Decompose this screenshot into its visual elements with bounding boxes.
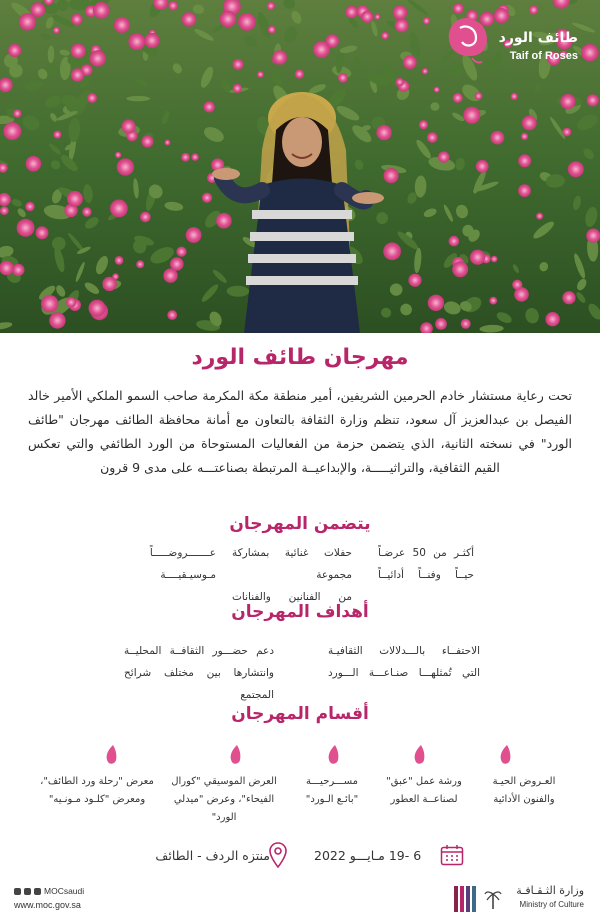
includes-item <box>232 542 352 608</box>
rose-flower <box>453 3 464 14</box>
event-info <box>0 840 600 872</box>
division-item-line1: مســـرحيـــة <box>306 776 358 787</box>
location-text: منتزه الردف - الطائف <box>155 848 270 863</box>
rose-flower <box>67 191 83 207</box>
includes-item-line1: حفلات غنائية بمشاركة مجموعة <box>232 547 352 581</box>
rose-flower <box>470 250 485 265</box>
rose-flower <box>168 1 178 11</box>
rose-flower <box>568 161 584 177</box>
ministry-arabic: وزارة الثـقـافـة <box>516 884 584 897</box>
rose-flower <box>560 94 575 109</box>
website-link[interactable]: www.moc.gov.sa <box>14 900 81 910</box>
rose-flower <box>476 160 489 173</box>
rose-flower <box>257 71 264 78</box>
goals-item <box>124 640 274 706</box>
rose-flower <box>115 152 121 158</box>
rose-flower <box>41 295 58 312</box>
ministry-english: Ministry of Culture <box>519 900 584 909</box>
rose-flower <box>489 297 497 305</box>
rose-flower <box>110 200 128 218</box>
division-item <box>288 773 376 809</box>
rose-flower <box>518 184 531 197</box>
rose-flower <box>587 94 599 106</box>
rose-flower <box>361 11 373 23</box>
rose-flower <box>512 280 522 290</box>
rose-flower <box>345 6 357 18</box>
rose-flower <box>522 116 537 131</box>
includes-item-line1: أكثـر من 50 عرضـاً <box>378 547 474 559</box>
rose-flower <box>475 92 483 100</box>
rose-flower <box>491 131 505 145</box>
rose-flower <box>461 319 471 329</box>
includes-item <box>378 542 474 586</box>
rose-flower <box>163 268 177 282</box>
goals-heading: أهداف المهرجان <box>231 602 369 622</box>
goals-item-line1: الاحتفــاء بالـــدلالات الثقافيـة <box>328 645 480 657</box>
rose-flower <box>562 291 575 304</box>
division-item-line2: والفنون الأدائية <box>493 794 555 805</box>
rose-flower <box>220 11 237 28</box>
rose-flower <box>8 44 21 57</box>
includes-item-line1: عـــــــروضـــــاً <box>149 547 216 559</box>
rose-flower <box>375 14 381 20</box>
taif-of-roses-logo <box>444 14 584 74</box>
rose-flower <box>71 68 84 81</box>
petal-icon <box>326 744 340 766</box>
rose-flower <box>0 206 9 215</box>
rose-flower <box>144 33 159 48</box>
rose-flower <box>463 107 480 124</box>
rose-flower <box>216 213 232 229</box>
youtube-icon[interactable] <box>34 888 41 895</box>
includes-item-line2: من الفنانين والفنانات <box>232 591 352 603</box>
rose-flower <box>452 261 468 277</box>
rose-flower <box>167 310 177 320</box>
rose-flower <box>521 133 528 140</box>
rose-logo-icon <box>442 14 492 64</box>
rose-flower <box>202 193 212 203</box>
rose-flower <box>102 277 116 291</box>
division-item <box>476 773 572 809</box>
rose-flower <box>586 229 600 243</box>
logo-english-text: Taif of Roses <box>509 50 578 62</box>
rose-flower <box>453 93 463 103</box>
rose-flower <box>313 41 330 58</box>
instagram-icon[interactable] <box>24 888 31 895</box>
rose-flower <box>191 153 199 161</box>
rose-flower <box>435 318 447 330</box>
petal-icon <box>412 744 426 766</box>
rose-flower <box>422 68 428 74</box>
division-item-line2: الفيحاء"، وعرض "ميدلي الورد" <box>173 794 275 823</box>
includes-heading: يتضمن المهرجان <box>229 514 371 534</box>
petal-icon <box>498 744 512 766</box>
rose-flower <box>181 153 190 162</box>
rose-flower <box>233 84 242 93</box>
page-title: مهرجان طائف الورد <box>191 345 409 370</box>
rose-flower <box>164 140 170 146</box>
goals-item-line1: دعم حضـــور الثقافــة المحليــة <box>124 645 274 657</box>
rose-flower <box>491 256 498 263</box>
division-item-line2: ومعرض "كلـود مـونـيه" <box>48 794 146 805</box>
rose-flower <box>71 43 86 58</box>
rose-flower <box>272 50 287 65</box>
rose-flower <box>87 93 97 103</box>
rose-flower <box>518 154 531 167</box>
date-text: 6 -19 مـايـــو 2022 <box>314 848 422 863</box>
rose-flower <box>17 219 35 237</box>
calendar-icon <box>440 844 464 866</box>
goals-row <box>0 640 600 701</box>
goals-item-line2: وانتشارها بين مختلف شرائح المجتمع <box>124 667 274 701</box>
rose-flower <box>3 122 21 140</box>
rose-flower <box>13 109 21 117</box>
includes-item-line2: مـوسيـقيــــة <box>160 569 216 581</box>
division-item-line1: معرض "رحلة ورد الطائف"، <box>40 776 154 787</box>
rose-flower <box>381 32 389 40</box>
rose-flower <box>511 93 518 100</box>
intro-paragraph: تحت رعاية مستشار خادم الحرمين الشريفين، أمير منطقة مكة المكرمة صاحب السمو الملكي الأمير خالد الفيصل بن عبدالعزيز آل سعود، تنظم وزارة الثقافة بالتعاون مع أمانة محافظة الطائف مهرجان "طائف الورد" في نسخته الثانية، الذي يتضمن حزمة من الفعاليات المستوحاة من الورد الطائفي والتي تعكس القيم الثقافية، والتراثيـــــة، والإبداعيــة المرتبطة بصناعتـــه على مدى 9 قرون <box>28 388 572 475</box>
rose-flower <box>128 33 145 50</box>
moc-stripes-icon <box>454 886 478 912</box>
division-item-line1: العرض الموسيقي "كورال <box>171 776 277 787</box>
rose-flower <box>142 136 154 148</box>
goals-item-line2: التي تُمثلهـــا صنـاعـــة الـــورد <box>328 667 480 679</box>
rose-flower <box>238 13 256 31</box>
division-item-line1: ورشة عمل "عبق" <box>386 776 462 787</box>
division-item <box>34 773 160 809</box>
rose-flower <box>268 26 276 34</box>
rose-flower <box>408 274 421 287</box>
includes-item-line2: حيــاً وفنــاً أدائيــاً <box>378 569 474 581</box>
rose-flower <box>384 168 399 183</box>
division-item-line2: لصناعــة العطور <box>390 794 458 805</box>
rose-flower <box>434 87 440 93</box>
rose-flower <box>122 119 136 133</box>
rose-flower <box>427 132 438 143</box>
rose-flower <box>66 297 76 307</box>
rose-flower <box>136 260 144 268</box>
rose-flower <box>423 17 430 24</box>
divisions-heading: أقسام المهرجان <box>231 704 369 724</box>
rose-flower <box>186 227 202 243</box>
rose-flower <box>395 18 409 32</box>
rose-flower <box>117 158 134 175</box>
location-pin-icon <box>268 842 288 868</box>
rose-flower <box>19 13 36 30</box>
rose-flower <box>338 73 348 83</box>
rose-flower <box>376 125 391 140</box>
rose-flower <box>396 78 404 86</box>
rose-flower <box>176 247 186 257</box>
rose-flower <box>53 27 60 34</box>
rose-flower <box>93 2 110 19</box>
palm-emblem-icon <box>484 888 502 910</box>
division-item-line1: العـروض الحيـة <box>492 776 556 787</box>
rose-flower <box>563 128 572 137</box>
rose-flower <box>49 312 65 328</box>
rose-flower <box>438 151 449 162</box>
hero-photo <box>0 0 600 333</box>
rose-flower <box>89 300 106 317</box>
rose-flower <box>114 17 130 33</box>
rose-flower <box>428 295 444 311</box>
rose-flower <box>393 5 408 20</box>
rose-flower <box>82 207 91 216</box>
logo-arabic-text: طائف الورد <box>498 30 578 46</box>
rose-flower <box>449 236 460 247</box>
rose-flower <box>545 312 559 326</box>
divisions-petals <box>0 740 600 770</box>
rose-flower <box>36 226 49 239</box>
rose-flower <box>267 2 275 10</box>
rose-flower <box>26 156 42 172</box>
social-links[interactable] <box>14 886 84 896</box>
division-item-line2: "بائـع الـورد" <box>305 794 359 805</box>
rose-flower <box>140 212 151 223</box>
rose-flower <box>12 264 24 276</box>
includes-row <box>0 542 600 603</box>
rose-flower <box>295 69 304 78</box>
twitter-icon[interactable] <box>14 888 21 895</box>
ministry-of-culture-logo <box>454 884 584 914</box>
social-handle[interactable]: MOCsaudi <box>44 886 85 896</box>
rose-flower <box>115 256 124 265</box>
rose-flower <box>536 213 543 220</box>
goals-item <box>328 640 480 684</box>
rose-flower <box>204 101 215 112</box>
rose-flower <box>71 14 82 25</box>
division-item <box>160 773 288 827</box>
includes-item <box>124 542 216 586</box>
rose-flower <box>25 202 34 211</box>
footer <box>0 880 600 920</box>
division-item <box>376 773 472 809</box>
petal-icon <box>104 744 118 766</box>
rose-flower <box>90 50 106 66</box>
rose-flower <box>233 59 244 70</box>
rose-flower <box>182 12 196 26</box>
rose-flower <box>383 242 401 260</box>
rose-flower <box>419 120 428 129</box>
petal-icon <box>228 744 242 766</box>
rose-flower <box>53 131 61 139</box>
rose-flower <box>403 55 417 69</box>
